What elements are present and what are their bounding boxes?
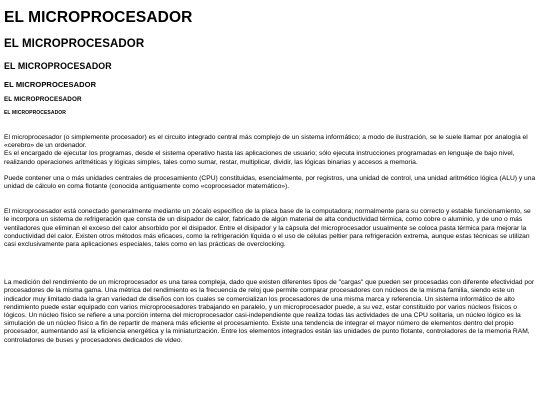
heading-level-6: EL MICROPROCESADOR: [4, 110, 66, 116]
heading-level-4: EL MICROPROCESADOR: [4, 80, 97, 89]
heading-level-2: EL MICROPROCESADOR: [4, 38, 145, 50]
heading-level-3: EL MICROPROCESADOR: [4, 61, 112, 71]
paragraph-cpu-units: Puede contener una o más unidades centrales de procesamiento (CPU) constituidas, esencialmente, por registros, una unidad de control, una unidad aritmético lógica (ALU) y una unidad de cálculo en coma flotante (conocida antiguamente como «coprocesador matemático»).: [4, 174, 536, 191]
heading-level-1: EL MICROPROCESADOR: [4, 9, 193, 26]
paragraph-performance: La medición del rendimiento de un microprocesador es una tarea compleja, dado que existen diferentes tipos de "cargas" que pueden ser procesadas con diferente efectividad por procesadores de la misma gama. Una métrica del rendimiento es la frecuencia de reloj que permite comparar procesadores con núcleos de la misma familia, siendo este un indicador muy limitado dada la gran variedad de diseños con los cuales se comercializan los procesadores de una misma marca y referencia. Un sistema informático de alto rendimiento puede estar equipado con varios microprocesadores trabajando en paralelo, y un microprocesador puede, a su vez, estar constituido por varios núcleos físicos o lógicos. Un núcleo físico se refiere a una porción interna del microprocesador casi-independiente que realiza todas las actividades de una CPU solitaria, un núcleo lógico es la simulación de un núcleo físico a fin de repartir de manera más eficiente el procesamiento. Existe una tendencia de integrar el mayor número de elementos dentro del propio procesador, aumentando así la eficiencia energética y la miniaturización. Entre los elementos integrados están las unidades de punto flotante, controladores de la memoria RAM, controladores de buses y procesadores dedicados de video.: [4, 279, 535, 344]
paragraph-cooling: El microprocesador está conectado generalmente mediante un zócalo específico de la placa base de la computadora; normalmente para su correcto y estable funcionamiento, se le incorpora un sistema de refrigeración que consta de un disipador de calor, fabricado de algún material de alta conductividad térmica, como cobre o aluminio, y de uno o más ventiladores que eliminan el exceso del calor absorbido por el disipador. Entre el disipador y la cápsula del microprocesador usualmente se coloca pasta térmica para mejorar la conductividad del calor. Existen otros métodos más eficaces, como la refrigeración líquida o el uso de células peltier para refrigeración extrema, aunque estas técnicas se utilizan casi exclusivamente para aplicaciones especiales, tales como en las prácticas de overclocking.: [4, 208, 531, 249]
paragraph-definition: El microprocesador (o simplemente procesador) es el circuito integrado central más complejo de un sistema informático; a modo de ilustración, se le suele llamar por analogía el «cerebro» de un ordenador. Es el encargado de ejecutar los programas, desde el sistema operativo hasta las aplicaciones de usuario; sólo ejecuta instrucciones programadas en lenguaje de bajo nivel, realizando operaciones aritméticas y lógicas simples, tales como sumar, restar, multiplicar, dividir, las lógicas binarias y accesos a memoria.: [4, 134, 528, 166]
heading-level-5: EL MICROPROCESADOR: [4, 96, 82, 103]
